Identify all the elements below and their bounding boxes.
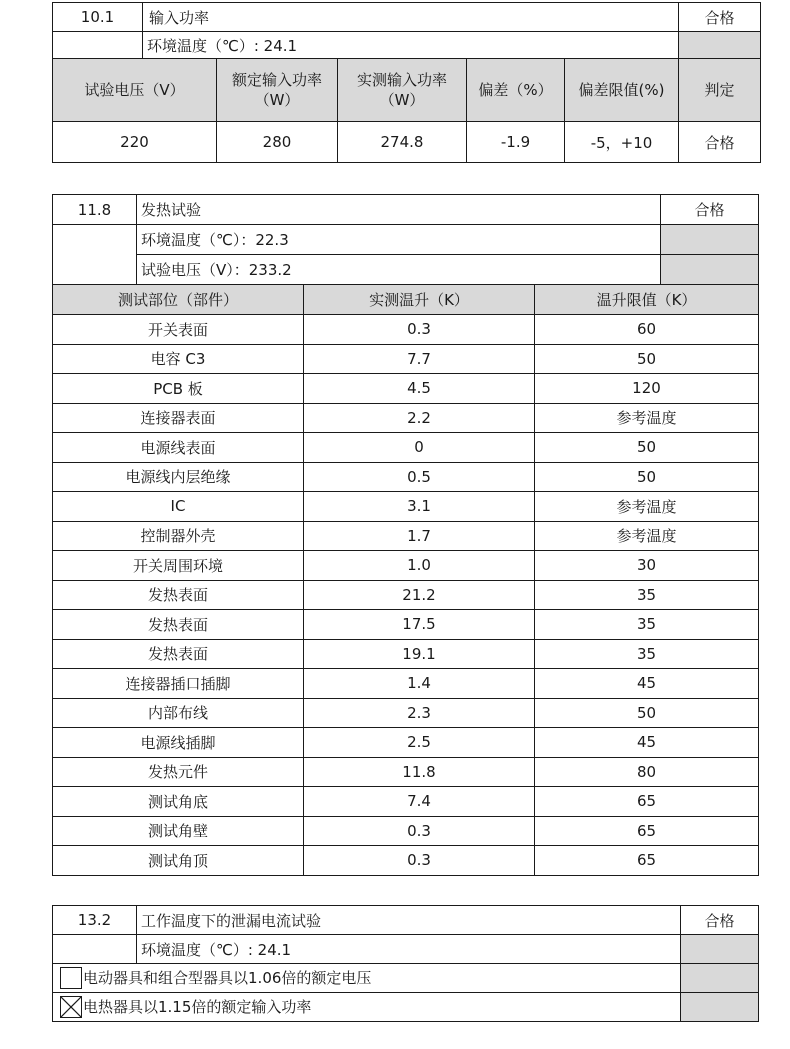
table-row (53, 551, 759, 581)
cell-location: 发热元件 (53, 757, 304, 787)
section-title: 输入功率 (143, 3, 679, 32)
table-row (53, 816, 759, 846)
cell-measured-rise: 1.7 (304, 521, 535, 551)
option-label: 电热器具以1.15倍的额定输入功率 (83, 997, 312, 1016)
cell-rise-limit: 60 (535, 315, 759, 345)
table-row (53, 521, 759, 551)
cell-measured-rise: 7.4 (304, 787, 535, 817)
cell-location: 连接器插口插脚 (53, 669, 304, 699)
leakage-current-table (52, 905, 759, 1022)
cell-location: 电源线插脚 (53, 728, 304, 758)
cell-location: 测试角顶 (53, 846, 304, 876)
cell-location: 控制器外壳 (53, 521, 304, 551)
cell-rise-limit: 50 (535, 698, 759, 728)
cell-rise-limit: 50 (535, 344, 759, 374)
cell-measured-rise: 0.3 (304, 846, 535, 876)
cell-rise-limit: 参考温度 (535, 492, 759, 522)
cell-location: 开关表面 (53, 315, 304, 345)
cell-measured-rise: 0.3 (304, 315, 535, 345)
table-row (53, 374, 759, 404)
cell-rise-limit: 35 (535, 639, 759, 669)
cell-measured-rise: 2.2 (304, 403, 535, 433)
section-number: 10.1 (53, 3, 143, 32)
header-deviation-limit: 偏差限值(%) (565, 59, 679, 122)
ambient-temperature: 环境温度（℃）：22.3 (137, 225, 661, 255)
table-row (53, 492, 759, 522)
cell-location: 内部布线 (53, 698, 304, 728)
cell-measured-rise: 19.1 (304, 639, 535, 669)
cell-location: 发热表面 (53, 580, 304, 610)
section-number: 13.2 (53, 906, 137, 935)
table-row (53, 728, 759, 758)
section-result: 合格 (661, 195, 759, 225)
cell-measured-rise: 1.4 (304, 669, 535, 699)
cell-measured-rise: 0.5 (304, 462, 535, 492)
ambient-temperature: 环境温度（℃）: 24.1 (137, 935, 681, 964)
cell-measured-rise: 21.2 (304, 580, 535, 610)
cell-location: 电源线内层绝缘 (53, 462, 304, 492)
cell-location: 连接器表面 (53, 403, 304, 433)
cell-measured-rise: 11.8 (304, 757, 535, 787)
heating-test-table (52, 194, 759, 876)
ambient-temperature: 环境温度（℃）: 24.1 (143, 32, 679, 59)
cell-measured-rise: 7.7 (304, 344, 535, 374)
checkbox-unchecked-icon (60, 967, 82, 989)
cell-location: IC (53, 492, 304, 522)
header-test-voltage: 试验电压（V） (53, 59, 217, 122)
cell-rise-limit: 120 (535, 374, 759, 404)
section-result: 合格 (681, 906, 759, 935)
header-measured-power: 实测输入功率 （W） (338, 59, 467, 122)
cell-location: 测试角底 (53, 787, 304, 817)
cell-measured-rise: 0 (304, 433, 535, 463)
table-row (53, 462, 759, 492)
cell-location: 电容 C3 (53, 344, 304, 374)
cell-measured-rise: 2.5 (304, 728, 535, 758)
option-label: 电动器具和组合型器具以1.06倍的额定电压 (83, 968, 372, 987)
cell-location: PCB 板 (53, 374, 304, 404)
cell-measured-rise: 3.1 (304, 492, 535, 522)
table-row (53, 757, 759, 787)
cell-rise-limit: 30 (535, 551, 759, 581)
table-row (53, 580, 759, 610)
cell-rise-limit: 50 (535, 433, 759, 463)
cell-rise-limit: 65 (535, 787, 759, 817)
section-title: 发热试验 (137, 195, 661, 225)
table-row (53, 315, 759, 345)
header-rated-power: 额定输入功率 （W） (217, 59, 338, 122)
cell-measured-rise: 2.3 (304, 698, 535, 728)
table-row (53, 787, 759, 817)
input-power-table (52, 2, 761, 163)
cell-location: 电源线表面 (53, 433, 304, 463)
checkbox-checked-icon (60, 996, 82, 1018)
cell-measured-rise: 4.5 (304, 374, 535, 404)
section-title: 工作温度下的泄漏电流试验 (137, 906, 681, 935)
table-row (53, 698, 759, 728)
cell-rise-limit: 45 (535, 669, 759, 699)
cell-measured-rise: 17.5 (304, 610, 535, 640)
header-rise-limit: 温升限值（K） (535, 285, 759, 315)
cell-rise-limit: 65 (535, 846, 759, 876)
cell-location: 测试角壁 (53, 816, 304, 846)
table-row (53, 403, 759, 433)
cell-rise-limit: 参考温度 (535, 403, 759, 433)
table-row (53, 610, 759, 640)
cell-location: 发热表面 (53, 639, 304, 669)
table-row (53, 639, 759, 669)
header-verdict: 判定 (679, 59, 761, 122)
section-number: 11.8 (53, 195, 137, 225)
cell-location: 开关周围环境 (53, 551, 304, 581)
cell-rise-limit: 80 (535, 757, 759, 787)
table-row (53, 669, 759, 699)
header-test-location: 测试部位（部件） (53, 285, 304, 315)
test-voltage: 试验电压（V）：233.2 (137, 255, 661, 285)
option-heating-appliance (53, 993, 681, 1022)
table-row (53, 846, 759, 876)
section-result: 合格 (679, 3, 761, 32)
cell-rise-limit: 50 (535, 462, 759, 492)
cell-measured-rise: 0.3 (304, 816, 535, 846)
cell-rise-limit: 35 (535, 580, 759, 610)
cell-rise-limit: 35 (535, 610, 759, 640)
cell-rise-limit: 65 (535, 816, 759, 846)
cell-rise-limit: 45 (535, 728, 759, 758)
option-motor-appliance (53, 964, 681, 993)
cell-rise-limit: 参考温度 (535, 521, 759, 551)
table-row: 220 280 274.8 -1.9 -5，+10 合格 (53, 122, 761, 163)
table-row (53, 433, 759, 463)
header-deviation: 偏差（%） (467, 59, 565, 122)
header-measured-rise: 实测温升（K） (304, 285, 535, 315)
table-row (53, 344, 759, 374)
cell-measured-rise: 1.0 (304, 551, 535, 581)
cell-location: 发热表面 (53, 610, 304, 640)
